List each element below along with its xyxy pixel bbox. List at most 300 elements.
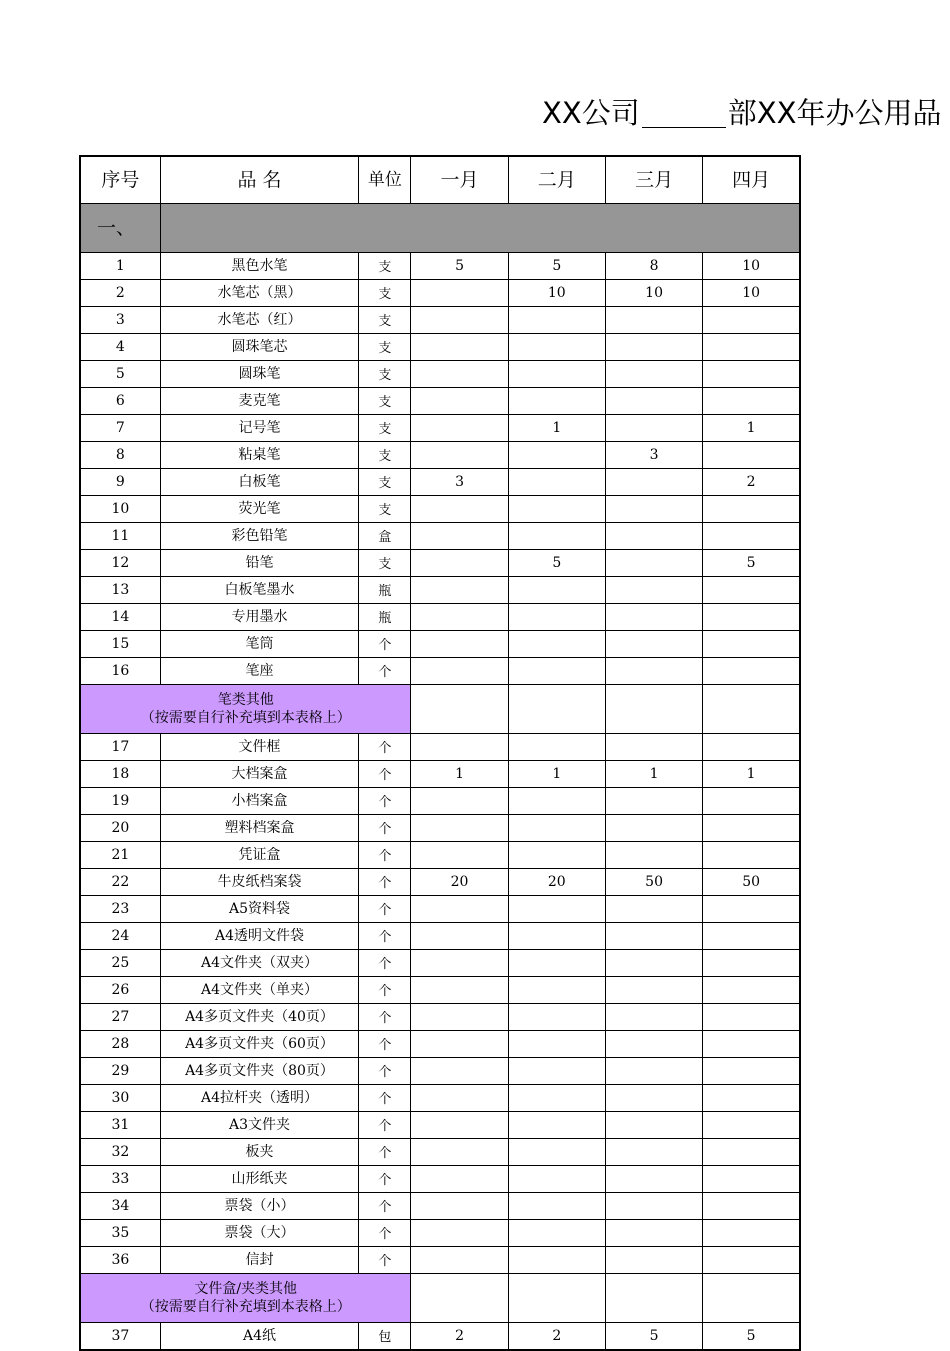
row-name: 大档案盒 — [160, 761, 359, 788]
row-unit: 瓶 — [359, 604, 411, 631]
row-month-2 — [508, 442, 605, 469]
row-month-1 — [411, 577, 508, 604]
row-month-2 — [508, 388, 605, 415]
header-month-1: 一月 — [411, 156, 508, 204]
table-row — [80, 761, 800, 788]
row-month-4 — [703, 577, 800, 604]
title-prefix: XX公司 — [542, 96, 640, 130]
table-row — [80, 253, 800, 280]
section-fill — [160, 204, 800, 253]
row-month-1 — [411, 631, 508, 658]
row-month-3 — [605, 950, 702, 977]
row-month-1: 2 — [411, 1323, 508, 1351]
row-month-2 — [508, 469, 605, 496]
row-month-2 — [508, 977, 605, 1004]
section-row — [80, 204, 800, 253]
table-row — [80, 334, 800, 361]
other-items-note: （按需要自行补充填到本表格上） — [140, 710, 351, 726]
row-month-3 — [605, 496, 702, 523]
row-month-4 — [703, 1085, 800, 1112]
table-row — [80, 815, 800, 842]
row-seq: 22 — [80, 869, 160, 896]
row-seq: 12 — [80, 550, 160, 577]
row-name: A4多页文件夹（40页） — [160, 1004, 359, 1031]
row-name: 记号笔 — [160, 415, 359, 442]
row-month-1 — [411, 1004, 508, 1031]
row-month-3 — [605, 469, 702, 496]
row-name: 笔筒 — [160, 631, 359, 658]
row-month-1 — [411, 604, 508, 631]
table-row — [80, 604, 800, 631]
other-month-3 — [605, 1274, 702, 1323]
other-items-title: 笔类其他 — [217, 692, 274, 708]
row-month-4 — [703, 604, 800, 631]
row-unit: 瓶 — [359, 577, 411, 604]
table-row — [80, 442, 800, 469]
row-name: 白板笔墨水 — [160, 577, 359, 604]
row-month-4 — [703, 1112, 800, 1139]
row-name: 笔座 — [160, 658, 359, 685]
table-row — [80, 1193, 800, 1220]
row-month-3 — [605, 334, 702, 361]
row-month-3 — [605, 631, 702, 658]
row-month-3 — [605, 734, 702, 761]
row-seq: 29 — [80, 1058, 160, 1085]
row-month-3 — [605, 415, 702, 442]
row-month-3 — [605, 1193, 702, 1220]
row-month-3 — [605, 550, 702, 577]
row-month-4 — [703, 1058, 800, 1085]
row-month-3: 1 — [605, 761, 702, 788]
row-seq: 8 — [80, 442, 160, 469]
row-name: A4纸 — [160, 1323, 359, 1351]
other-items-title: 文件盒/夹类其他 — [194, 1281, 298, 1297]
row-month-3 — [605, 923, 702, 950]
row-name: A4透明文件袋 — [160, 923, 359, 950]
row-name: A4多页文件夹（80页） — [160, 1058, 359, 1085]
table-row — [80, 1058, 800, 1085]
row-seq: 28 — [80, 1031, 160, 1058]
title-suffix: 部XX年办公用品 — [727, 96, 942, 130]
table-row — [80, 361, 800, 388]
row-name: 凭证盒 — [160, 842, 359, 869]
row-seq: 23 — [80, 896, 160, 923]
row-month-2: 20 — [508, 869, 605, 896]
table-row — [80, 1323, 800, 1351]
row-unit: 个 — [359, 1166, 411, 1193]
row-unit: 个 — [359, 1247, 411, 1274]
table-row — [80, 307, 800, 334]
row-name: A4多页文件夹（60页） — [160, 1031, 359, 1058]
row-month-3 — [605, 1220, 702, 1247]
row-name: 小档案盒 — [160, 788, 359, 815]
row-name: 山形纸夹 — [160, 1166, 359, 1193]
header-row — [80, 156, 800, 204]
row-month-2 — [508, 1220, 605, 1247]
row-month-4: 50 — [703, 869, 800, 896]
row-month-2 — [508, 1139, 605, 1166]
section-label: 一、 — [80, 204, 160, 253]
row-month-4: 5 — [703, 1323, 800, 1351]
row-month-3 — [605, 1004, 702, 1031]
table-row — [80, 923, 800, 950]
row-month-1 — [411, 1139, 508, 1166]
row-month-1 — [411, 1166, 508, 1193]
row-month-2 — [508, 334, 605, 361]
row-unit: 个 — [359, 896, 411, 923]
table-row — [80, 788, 800, 815]
row-unit: 支 — [359, 307, 411, 334]
row-seq: 9 — [80, 469, 160, 496]
row-unit: 支 — [359, 334, 411, 361]
table-row — [80, 1004, 800, 1031]
row-seq: 26 — [80, 977, 160, 1004]
row-seq: 4 — [80, 334, 160, 361]
row-seq: 33 — [80, 1166, 160, 1193]
table-row — [80, 388, 800, 415]
row-unit: 个 — [359, 815, 411, 842]
row-name: 铅笔 — [160, 550, 359, 577]
row-month-3 — [605, 658, 702, 685]
row-month-1 — [411, 1031, 508, 1058]
row-name: 水笔芯（黑） — [160, 280, 359, 307]
table-row — [80, 1139, 800, 1166]
row-month-1 — [411, 307, 508, 334]
row-month-1 — [411, 977, 508, 1004]
row-month-4 — [703, 1139, 800, 1166]
row-unit: 个 — [359, 1085, 411, 1112]
row-month-1 — [411, 1112, 508, 1139]
other-items-row — [80, 1274, 800, 1323]
row-month-2: 1 — [508, 761, 605, 788]
row-month-3: 5 — [605, 1323, 702, 1351]
row-month-1 — [411, 658, 508, 685]
row-month-4 — [703, 896, 800, 923]
row-month-4 — [703, 1193, 800, 1220]
row-month-4 — [703, 307, 800, 334]
row-seq: 34 — [80, 1193, 160, 1220]
row-unit: 个 — [359, 1220, 411, 1247]
row-month-1 — [411, 496, 508, 523]
other-items-label — [80, 1274, 411, 1323]
row-month-2 — [508, 842, 605, 869]
row-month-1 — [411, 815, 508, 842]
row-month-2 — [508, 307, 605, 334]
table-row — [80, 469, 800, 496]
row-seq: 17 — [80, 734, 160, 761]
row-unit: 支 — [359, 550, 411, 577]
row-month-1 — [411, 442, 508, 469]
row-month-4 — [703, 842, 800, 869]
row-month-1 — [411, 1085, 508, 1112]
other-items-note: （按需要自行补充填到本表格上） — [140, 1299, 351, 1315]
row-month-2 — [508, 1193, 605, 1220]
row-month-2 — [508, 1058, 605, 1085]
row-month-2 — [508, 1247, 605, 1274]
row-month-3 — [605, 1031, 702, 1058]
row-month-3: 8 — [605, 253, 702, 280]
row-seq: 24 — [80, 923, 160, 950]
row-seq: 14 — [80, 604, 160, 631]
row-name: 票袋（小） — [160, 1193, 359, 1220]
row-month-3 — [605, 523, 702, 550]
row-unit: 个 — [359, 977, 411, 1004]
row-month-4 — [703, 950, 800, 977]
row-seq: 19 — [80, 788, 160, 815]
row-name: A3文件夹 — [160, 1112, 359, 1139]
row-month-4 — [703, 815, 800, 842]
row-unit: 个 — [359, 1058, 411, 1085]
row-month-3 — [605, 388, 702, 415]
row-month-2 — [508, 496, 605, 523]
table-body — [80, 156, 800, 1350]
table-row — [80, 631, 800, 658]
row-month-2: 2 — [508, 1323, 605, 1351]
table-row — [80, 734, 800, 761]
row-month-2 — [508, 361, 605, 388]
row-seq: 30 — [80, 1085, 160, 1112]
other-month-2 — [508, 1274, 605, 1323]
table-row — [80, 415, 800, 442]
row-name: A4文件夹（双夹） — [160, 950, 359, 977]
row-month-2 — [508, 1031, 605, 1058]
row-name: 板夹 — [160, 1139, 359, 1166]
row-month-4 — [703, 1031, 800, 1058]
other-month-1 — [411, 1274, 508, 1323]
other-items-row — [80, 685, 800, 734]
row-seq: 35 — [80, 1220, 160, 1247]
table-row — [80, 1031, 800, 1058]
row-unit: 个 — [359, 1139, 411, 1166]
row-name: 水笔芯（红） — [160, 307, 359, 334]
row-name: 彩色铅笔 — [160, 523, 359, 550]
row-name: 文件框 — [160, 734, 359, 761]
row-month-4 — [703, 977, 800, 1004]
row-month-3 — [605, 896, 702, 923]
row-seq: 5 — [80, 361, 160, 388]
row-month-4 — [703, 1004, 800, 1031]
row-month-3 — [605, 577, 702, 604]
row-name: 黑色水笔 — [160, 253, 359, 280]
table-row — [80, 1220, 800, 1247]
row-seq: 2 — [80, 280, 160, 307]
row-month-4 — [703, 658, 800, 685]
row-unit: 个 — [359, 1004, 411, 1031]
row-month-2: 5 — [508, 253, 605, 280]
row-name: 荧光笔 — [160, 496, 359, 523]
row-month-2 — [508, 788, 605, 815]
row-month-2 — [508, 734, 605, 761]
row-month-3 — [605, 1058, 702, 1085]
row-month-1 — [411, 1058, 508, 1085]
row-month-4: 1 — [703, 761, 800, 788]
other-month-4 — [703, 1274, 800, 1323]
row-month-2 — [508, 658, 605, 685]
row-month-2: 1 — [508, 415, 605, 442]
row-month-4 — [703, 523, 800, 550]
table-row — [80, 523, 800, 550]
table-row — [80, 977, 800, 1004]
row-name: 票袋（大） — [160, 1220, 359, 1247]
row-name: 圆珠笔芯 — [160, 334, 359, 361]
row-unit: 包 — [359, 1323, 411, 1351]
row-unit: 个 — [359, 923, 411, 950]
row-unit: 支 — [359, 388, 411, 415]
row-unit: 个 — [359, 1031, 411, 1058]
table-row — [80, 496, 800, 523]
row-seq: 1 — [80, 253, 160, 280]
row-month-4: 5 — [703, 550, 800, 577]
table-row — [80, 550, 800, 577]
row-month-2 — [508, 577, 605, 604]
row-name: A5资料袋 — [160, 896, 359, 923]
row-month-4: 10 — [703, 253, 800, 280]
other-month-3 — [605, 685, 702, 734]
row-unit: 个 — [359, 1193, 411, 1220]
other-month-1 — [411, 685, 508, 734]
row-month-3 — [605, 307, 702, 334]
row-month-3 — [605, 1247, 702, 1274]
row-month-3: 10 — [605, 280, 702, 307]
row-seq: 15 — [80, 631, 160, 658]
row-unit: 个 — [359, 761, 411, 788]
table-row — [80, 1085, 800, 1112]
row-month-4 — [703, 1247, 800, 1274]
header-seq: 序号 — [80, 156, 160, 204]
table-row — [80, 1247, 800, 1274]
row-month-2 — [508, 1166, 605, 1193]
row-name: 圆珠笔 — [160, 361, 359, 388]
row-month-4 — [703, 734, 800, 761]
row-month-4 — [703, 442, 800, 469]
table-row — [80, 1112, 800, 1139]
row-unit: 个 — [359, 842, 411, 869]
other-items-label — [80, 685, 411, 734]
row-month-1 — [411, 280, 508, 307]
row-month-4 — [703, 923, 800, 950]
table-row — [80, 896, 800, 923]
row-seq: 7 — [80, 415, 160, 442]
other-month-2 — [508, 685, 605, 734]
row-month-1 — [411, 523, 508, 550]
row-month-3 — [605, 361, 702, 388]
row-unit: 个 — [359, 1112, 411, 1139]
header-unit: 单位 — [359, 156, 411, 204]
row-month-2: 5 — [508, 550, 605, 577]
row-month-1: 20 — [411, 869, 508, 896]
header-month-4: 四月 — [703, 156, 800, 204]
row-seq: 18 — [80, 761, 160, 788]
row-month-2 — [508, 896, 605, 923]
row-month-4 — [703, 1220, 800, 1247]
row-month-2 — [508, 923, 605, 950]
row-month-1 — [411, 415, 508, 442]
header-month-2: 二月 — [508, 156, 605, 204]
row-seq: 36 — [80, 1247, 160, 1274]
row-month-2 — [508, 604, 605, 631]
row-month-4: 2 — [703, 469, 800, 496]
row-month-3 — [605, 1139, 702, 1166]
row-month-4 — [703, 1166, 800, 1193]
table-row — [80, 658, 800, 685]
row-unit: 支 — [359, 280, 411, 307]
row-month-2: 10 — [508, 280, 605, 307]
row-seq: 10 — [80, 496, 160, 523]
row-name: 塑料档案盒 — [160, 815, 359, 842]
row-name: 麦克笔 — [160, 388, 359, 415]
row-seq: 16 — [80, 658, 160, 685]
row-seq: 27 — [80, 1004, 160, 1031]
row-seq: 25 — [80, 950, 160, 977]
row-month-1 — [411, 334, 508, 361]
row-name: 粘桌笔 — [160, 442, 359, 469]
row-month-1: 1 — [411, 761, 508, 788]
row-month-2 — [508, 1004, 605, 1031]
row-unit: 支 — [359, 415, 411, 442]
row-month-3 — [605, 788, 702, 815]
row-month-4 — [703, 788, 800, 815]
row-unit: 个 — [359, 658, 411, 685]
row-name: 信封 — [160, 1247, 359, 1274]
table-row — [80, 950, 800, 977]
row-month-2 — [508, 631, 605, 658]
row-month-4 — [703, 388, 800, 415]
row-seq: 13 — [80, 577, 160, 604]
row-month-1 — [411, 388, 508, 415]
row-name: 白板笔 — [160, 469, 359, 496]
row-month-1 — [411, 842, 508, 869]
row-seq: 37 — [80, 1323, 160, 1351]
row-seq: 21 — [80, 842, 160, 869]
row-month-1 — [411, 1220, 508, 1247]
row-seq: 20 — [80, 815, 160, 842]
row-month-1 — [411, 1247, 508, 1274]
row-month-3 — [605, 1112, 702, 1139]
row-month-2 — [508, 523, 605, 550]
row-seq: 31 — [80, 1112, 160, 1139]
row-month-1 — [411, 361, 508, 388]
table-row — [80, 869, 800, 896]
row-month-4: 1 — [703, 415, 800, 442]
row-seq: 3 — [80, 307, 160, 334]
row-month-3 — [605, 842, 702, 869]
row-name: A4拉杆夹（透明） — [160, 1085, 359, 1112]
row-unit: 个 — [359, 788, 411, 815]
row-month-3: 3 — [605, 442, 702, 469]
row-unit: 个 — [359, 950, 411, 977]
row-month-4 — [703, 334, 800, 361]
supplies-table — [79, 155, 801, 1351]
row-month-1 — [411, 923, 508, 950]
row-month-3 — [605, 1166, 702, 1193]
row-month-1 — [411, 1193, 508, 1220]
row-unit: 个 — [359, 631, 411, 658]
row-month-3 — [605, 1085, 702, 1112]
department-blank — [642, 90, 726, 128]
row-month-4 — [703, 631, 800, 658]
row-month-1 — [411, 788, 508, 815]
row-month-1 — [411, 550, 508, 577]
row-unit: 支 — [359, 442, 411, 469]
row-unit: 支 — [359, 496, 411, 523]
row-name: A4文件夹（单夹） — [160, 977, 359, 1004]
row-month-2 — [508, 1085, 605, 1112]
row-month-1 — [411, 896, 508, 923]
row-name: 牛皮纸档案袋 — [160, 869, 359, 896]
table-row — [80, 577, 800, 604]
row-unit: 个 — [359, 734, 411, 761]
row-month-1 — [411, 734, 508, 761]
